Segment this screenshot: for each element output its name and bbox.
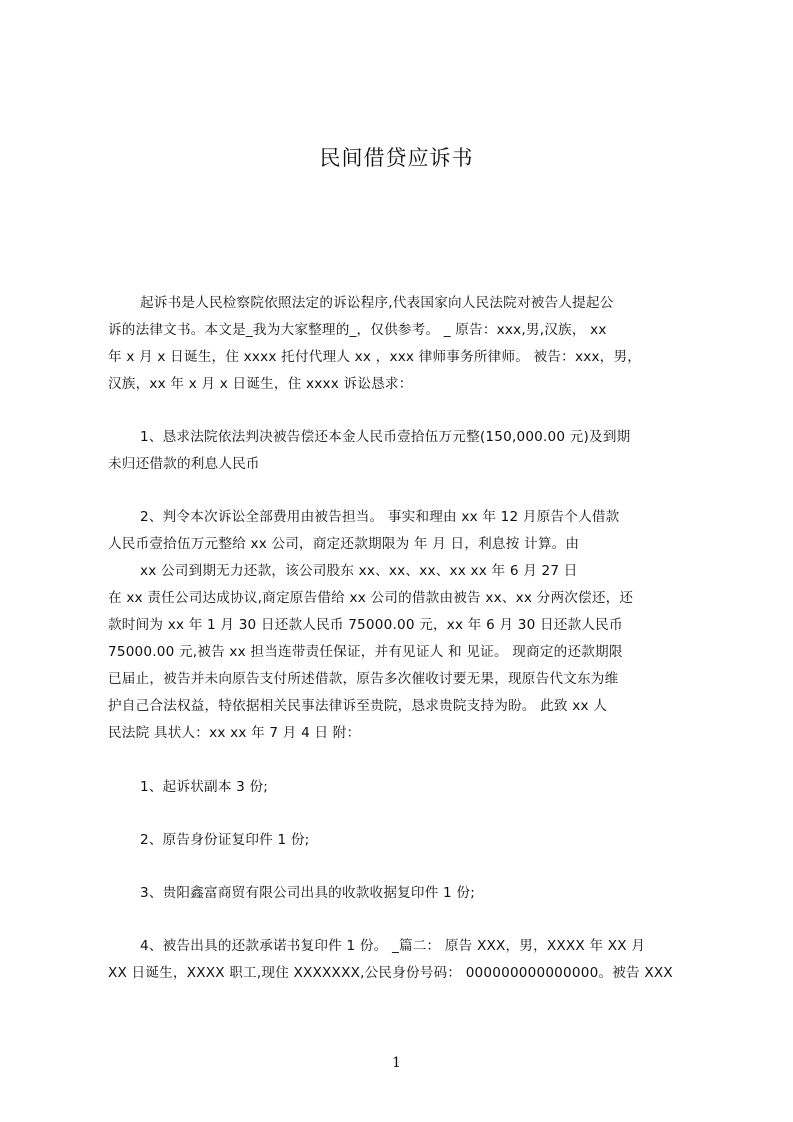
document-title: 民间借贷应诉书 <box>319 146 474 170</box>
body-line: 款时间为 xx 年 1 月 30 日还款人民币 75000.00 元，xx 年 6 月 30 日还款人民币 <box>108 617 623 633</box>
body-line: XX 日诞生，XXXX 职工,现住 XXXXXXX,公民身份号码： 000000000000000。被告 XXX <box>108 965 673 981</box>
body-line: 2、判令本次诉讼全部费用由被告担当。 事实和理由 xx 年 12 月原告个人借款 <box>140 509 620 525</box>
page-number: 1 <box>392 1055 401 1071</box>
body-line: 诉的法律文书。本文是_我为大家整理的_，仅供参考。 _ 原告：xxx,男,汉族， xx <box>108 322 607 338</box>
body-line: 民法院 具状人：xx xx 年 7 月 4 日 附： <box>108 725 361 741</box>
body-line: 在 xx 责任公司达成协议,商定原告借给 xx 公司的借款由被告 xx、xx 分两次偿还，还 <box>108 590 634 606</box>
attachment-item: 2、原告身份证复印件 1 份; <box>140 832 310 848</box>
body-line: 起诉书是人民检察院依照法定的诉讼程序,代表国家向人民法院对被告人提起公 <box>140 295 614 311</box>
body-line: 已届止，被告并未向原告支付所述借款，原告多次催收讨要无果，现原告代文东为维 <box>108 671 619 687</box>
attachment-item: 4、被告出具的还款承诺书复印件 1 份。 _篇二： 原告 XXX，男，XXXX 年 XX 月 <box>140 938 646 954</box>
body-line: 未归还借款的利息人民币 <box>108 456 260 472</box>
attachment-item: 1、起诉状副本 3 份; <box>140 779 269 795</box>
body-line: 1、恳求法院依法判决被告偿还本金人民币壹拾伍万元整(150,000.00 元)及到期 <box>140 429 631 445</box>
body-line: 年 x 月 x 日诞生，住 xxxx 托付代理人 xx ，xxx 律师事务所律师。 被告：xxx，男， <box>108 349 642 365</box>
body-line: 汉族，xx 年 x 月 x 日诞生，住 xxxx 诉讼恳求： <box>108 376 413 392</box>
body-line: 护自己合法权益，特依据相关民事法律诉至贵院，恳求贵院支持为盼。 此致 xx 人 <box>108 698 608 714</box>
body-line: 人民币壹拾伍万元整给 xx 公司，商定还款期限为 年 月 日，利息按 计算。由 <box>108 536 580 552</box>
body-line: 75000.00 元,被告 xx 担当连带责任保证，并有见证人 和 见证。 现商定的还款期限 <box>108 644 623 660</box>
attachment-item: 3、贵阳鑫富商贸有限公司出具的收款收据复印件 1 份; <box>140 885 475 901</box>
body-line: xx 公司到期无力还款，该公司股东 xx、xx、xx、xx xx 年 6 月 27 日 <box>140 563 578 579</box>
